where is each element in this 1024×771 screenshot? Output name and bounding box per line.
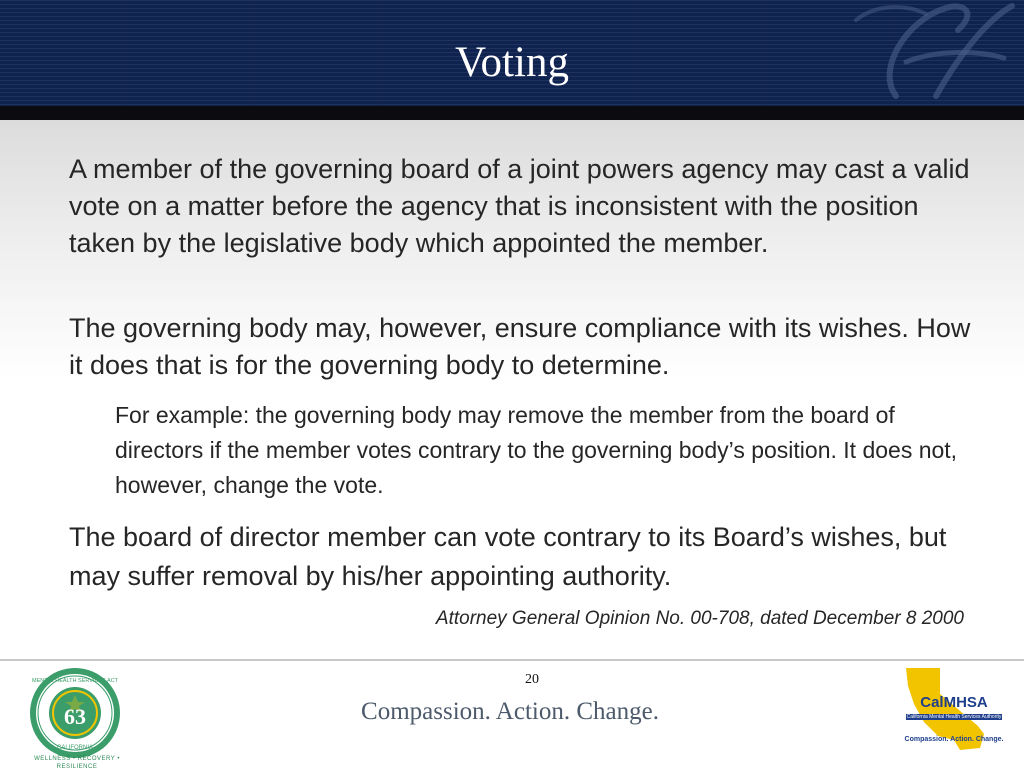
paragraph-example: For example: the governing body may remove the member from the board of directors if the member votes contrary to the governing body’s position. It does not, however, change the vote. [115, 402, 958, 498]
footer-divider [0, 659, 1024, 661]
slide-title: Voting [455, 39, 569, 86]
paragraph-compliance: The governing body may, however, ensure compliance with its wishes. How it does that is for the governing body to determine. [69, 313, 971, 380]
seal-bottom-text: CALIFORNIA [56, 745, 94, 751]
paragraph-main-rule: A member of the governing board of a joint powers agency may cast a valid vote on a matter before the agency that is inconsistent with the position taken by the legislative body which appointed the member. [69, 154, 970, 258]
header-divider [0, 106, 1024, 120]
footer-tagline: Compassion. Action. Change. [361, 698, 659, 725]
brand-name: CalMHSA [920, 694, 988, 711]
brand-tagline: Compassion. Action. Change. [904, 736, 1004, 743]
mental-health-services-act-seal-icon [28, 666, 122, 760]
page-number: 20 [525, 672, 539, 687]
brand-subtitle: California Mental Health Services Authority [906, 714, 1002, 720]
seal-caption: WELLNESS • RECOVERY • RESILIENCE [34, 756, 120, 770]
seal-ring-text: MENTAL HEALTH SERVICES ACT [32, 678, 118, 684]
paragraph-conclusion: The board of director member can vote contrary to its Board’s wishes, but may suffer removal by his/her appointing authority. [69, 522, 947, 591]
citation: Attorney General Opinion No. 00-708, dated December 8 2000 [435, 608, 964, 629]
seal-number: 63 [64, 704, 86, 729]
